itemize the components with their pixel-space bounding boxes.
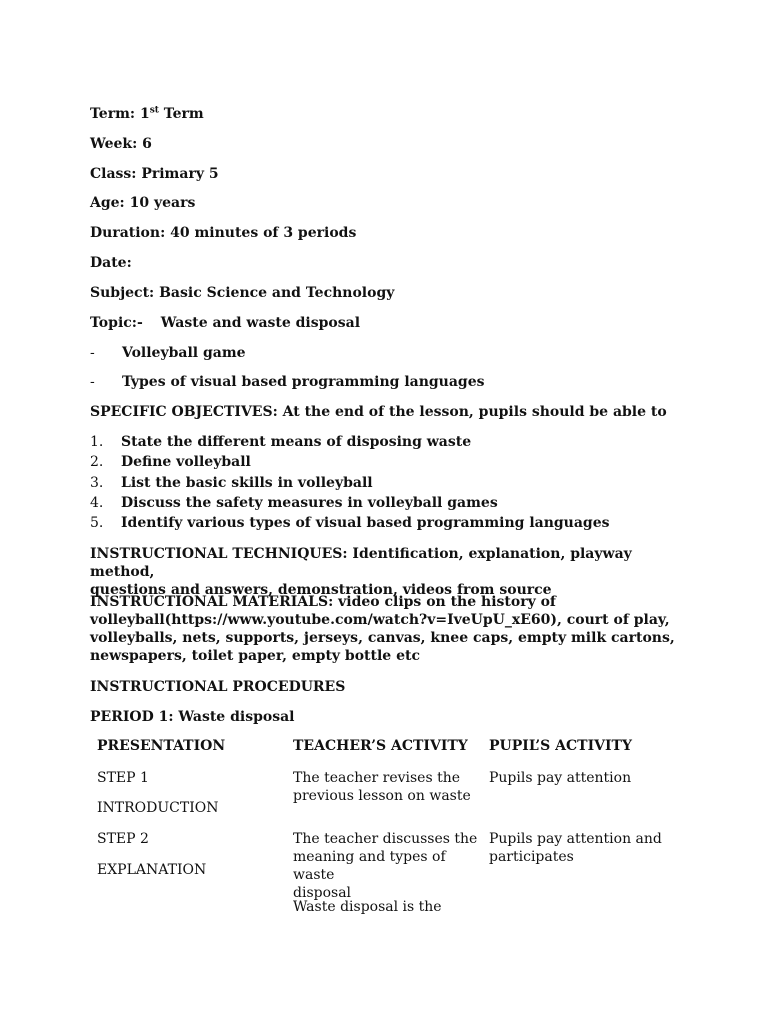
row-2-teacher-line-1: The teacher discusses the: [293, 831, 478, 847]
instructional-procedures-heading: INSTRUCTIONAL PROCEDURES: [90, 679, 346, 695]
row-1-pupil-activity: Pupils pay attention: [489, 770, 632, 786]
term-suffix: Term: [158, 106, 204, 122]
instructional-materials: [90, 593, 690, 665]
objective-number-1: 1.: [90, 434, 104, 450]
objective-item-4: Discuss the safety measures in volleyball games: [121, 495, 498, 511]
subject-line: Subject: Basic Science and Technology: [90, 285, 395, 301]
table-header-presentation: PRESENTATION: [97, 738, 226, 754]
objective-item-5: Identify various types of visual based programming languages: [121, 515, 610, 531]
row-2-pupil-line-1: Pupils pay attention and: [489, 831, 662, 847]
row-1-teacher-activity: [293, 769, 478, 805]
table-header-teacher-activity: TEACHER’S ACTIVITY: [293, 738, 468, 754]
topic-label: Topic:-: [90, 315, 143, 331]
row-1-teacher-line-2: previous lesson on waste: [293, 788, 471, 804]
instructional-materials-line-1: INSTRUCTIONAL MATERIALS: video clips on the history of: [90, 594, 556, 610]
topic-value: Waste and waste disposal: [160, 315, 361, 331]
class-line: Class: Primary 5: [90, 166, 219, 182]
objective-item-2: Define volleyball: [121, 454, 251, 470]
objective-item-3: List the basic skills in volleyball: [121, 475, 373, 491]
week-line: Week: 6: [90, 136, 152, 152]
instructional-materials-line-4: newspapers, toilet paper, empty bottle etc: [90, 648, 420, 664]
row-2-teacher-extra: Waste disposal is the: [293, 899, 442, 915]
row-2-step: STEP 2: [97, 831, 149, 847]
objective-number-3: 3.: [90, 475, 104, 491]
topic-line: [90, 314, 360, 332]
period-heading: PERIOD 1: Waste disposal: [90, 709, 295, 725]
objective-number-2: 2.: [90, 454, 104, 470]
topic-bullet-1: Volleyball game: [122, 345, 246, 361]
topic-bullet-marker-1: -: [90, 345, 95, 361]
row-1-teacher-line-1: The teacher revises the: [293, 770, 461, 786]
row-2-pupil-activity: [489, 830, 669, 866]
instructional-techniques-line-1: INSTRUCTIONAL TECHNIQUES: Identification, explanation, playway method,: [90, 546, 632, 580]
term-prefix: Term: 1: [90, 106, 150, 122]
term-line: [90, 105, 204, 123]
instructional-materials-line-2: volleyball(https://www.youtube.com/watch?v=IveUpU_xE60), court of play,: [90, 612, 670, 628]
specific-objectives-heading: SPECIFIC OBJECTIVES: At the end of the lesson, pupils should be able to: [90, 404, 667, 420]
row-2-label: EXPLANATION: [97, 862, 207, 878]
objective-number-5: 5.: [90, 515, 104, 531]
table-header-pupil-activity: PUPIL’S ACTIVITY: [489, 738, 632, 754]
date-line: Date:: [90, 255, 132, 271]
duration-line: Duration: 40 minutes of 3 periods: [90, 225, 357, 241]
age-line: Age: 10 years: [90, 195, 196, 211]
row-2-teacher-line-2: meaning and types of waste: [293, 849, 446, 883]
objective-item-1: State the different means of disposing waste: [121, 434, 472, 450]
instructional-techniques: [90, 545, 690, 599]
objective-number-4: 4.: [90, 495, 104, 511]
topic-bullet-2: Types of visual based programming languages: [122, 374, 485, 390]
topic-bullet-marker-2: -: [90, 374, 95, 390]
instructional-techniques-line-2: questions and answers, demonstration, videos from source: [90, 582, 552, 598]
instructional-materials-line-3: volleyballs, nets, supports, jerseys, canvas, knee caps, empty milk cartons,: [90, 630, 675, 646]
row-1-step: STEP 1: [97, 770, 149, 786]
row-1-label: INTRODUCTION: [97, 800, 219, 816]
row-2-teacher-activity: [293, 830, 483, 902]
row-2-pupil-line-2: participates: [489, 849, 574, 865]
row-2-teacher-line-3: disposal: [293, 885, 352, 901]
term-superscript: st: [149, 105, 159, 116]
